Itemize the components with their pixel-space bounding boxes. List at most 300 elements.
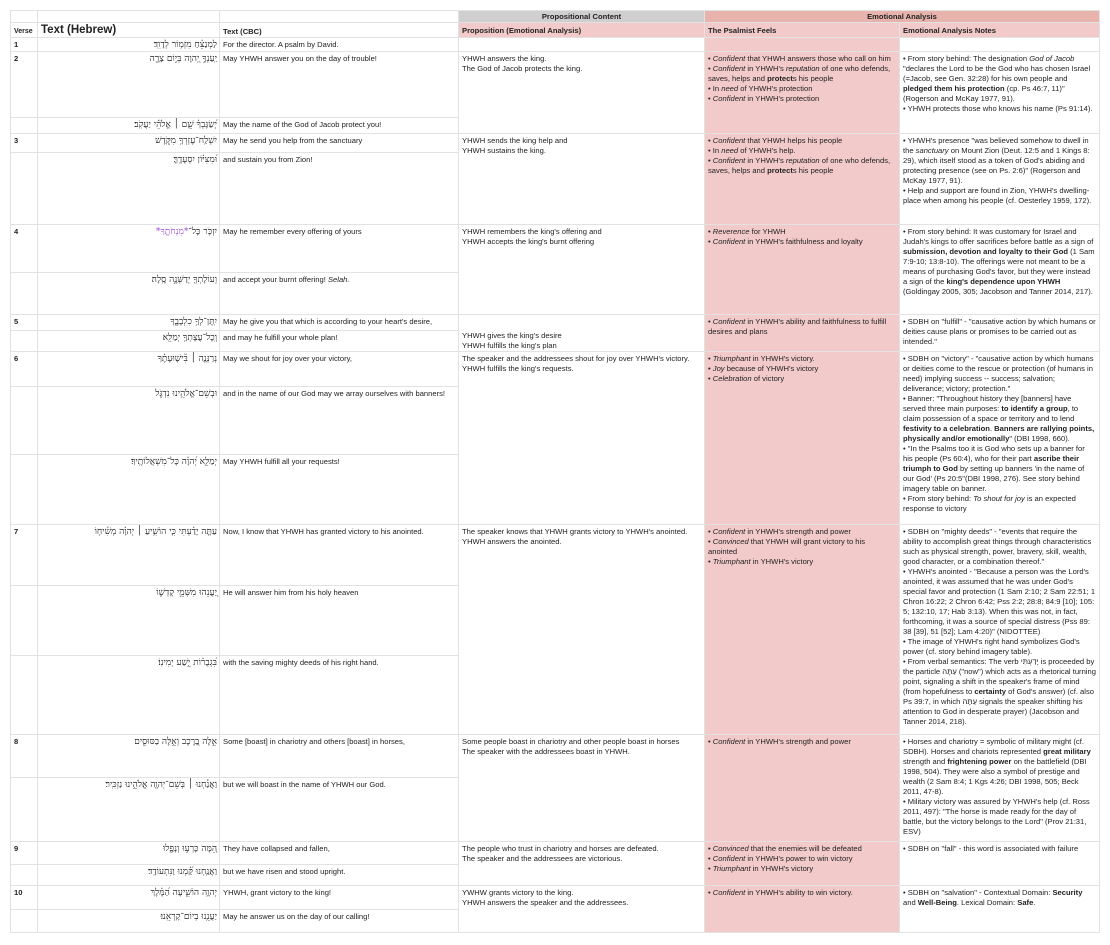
hebrew-text: וְֽכָל־עֲצָתְךָ֥ יְמַלֵּֽא׃ [162, 333, 217, 343]
bullet-line [708, 317, 896, 337]
bullet-line [708, 237, 896, 247]
text-run: of victory [751, 374, 785, 384]
italic-text: Confident [712, 737, 746, 746]
bullet-line [708, 374, 896, 384]
verse-number-cell[interactable]: 1 [10, 38, 38, 52]
hebrew-text: יַ֭עֲנֵהוּ מִשְּׁמֵ֣י קָדְשׁ֑וֹ [156, 588, 217, 598]
proposition-cell[interactable] [459, 225, 705, 315]
text-run: , to claim possession of a space or territory and to lend [903, 404, 1079, 424]
verse-number-cell[interactable] [10, 331, 38, 352]
verse-number-cell[interactable] [10, 778, 38, 842]
proposition-line: YHWH answers the king. [462, 54, 547, 63]
hebrew-text-cell[interactable] [38, 886, 220, 910]
text-run: • Help and support are found in Zion, YHWH's dwelling-place when among his people (cf. Oesterley 1959, 172). [903, 186, 1092, 206]
italic-text: Confident [712, 237, 746, 247]
italic-text: God of Jacob [1029, 54, 1075, 63]
verse-number-cell[interactable] [10, 656, 38, 735]
psalmist-feels-cell[interactable] [705, 315, 900, 352]
hebrew-text: וַאֲנַ֓חְנוּ ׀ בְּשֵׁם־יְהוָ֖ה אֱלֹהֵ֣ינוּ נַזְכִּֽיר׃ [105, 780, 217, 790]
proposition-line: The speaker and the addressees shout for joy over YHWH's victory. [462, 354, 690, 363]
italic-text: Confident [712, 317, 746, 326]
hebrew-text-cell[interactable] [38, 52, 220, 118]
bullet-line [708, 227, 896, 237]
cbc-text-cell[interactable] [220, 735, 459, 778]
text-run: • [708, 354, 713, 363]
hebrew-text-cell[interactable] [38, 315, 220, 331]
cbc-text: and accept your burnt offering! [223, 275, 328, 284]
cbc-text-cell[interactable] [220, 778, 459, 842]
text-run: of God's answer) (cf. also Ps 39:7, in which עַתָּה signals the speaker shifting his attention to God in desperate prayer) (Jacobson and Tanner 2014, 218). [903, 687, 1094, 727]
bullet-line [903, 317, 1096, 347]
verse-number-cell[interactable]: 10 [10, 886, 38, 910]
bullet-line [903, 567, 1096, 637]
text-run: of YHWH's help. [738, 146, 796, 156]
text-run: • [708, 844, 713, 853]
text-run: strength and [903, 757, 948, 767]
verse-number-cell[interactable]: 6 [10, 352, 38, 387]
bold-text: pledged them his protection [903, 84, 1005, 94]
bold-text: king's dependence upon YHWH [946, 277, 1061, 287]
proposition-cell[interactable] [459, 315, 705, 352]
bullet-line [903, 494, 1096, 514]
italic-text: Convinced [712, 844, 749, 853]
text-run: • In [708, 146, 722, 156]
italic-text: Confident [712, 64, 746, 74]
hebrew-text: יְהוָ֥ה הוֹשִׁ֑יעָה הַ֝מֶּ֗לֶךְ [150, 888, 217, 898]
text-run: in YHWH's faithfulness and loyalty [745, 237, 863, 247]
text-run: • From story behind: The designation [903, 54, 1030, 63]
cbc-text-cell[interactable] [220, 656, 459, 735]
hebrew-text: אֵ֣לֶּה בָ֭רֶכֶב וְאֵ֣לֶּה בַסּוּסִ֑ים [134, 737, 217, 747]
proposition-cell[interactable] [459, 134, 705, 225]
text-run: • YHWH's anointed - "Because a person was the Lord's anointed, it was assumed that he was under God's special favor and protection (1 Sam 2:10; 2 Sam 22:51; 1 Chron 16:22; 2 Chron 6:42; Pss 2:2; 28:8; 84:9 [10]; 105: 5; 132:10, 17; Hab 3:13). When this was not, in fact, forthcoming, it was a source of special distress (Pss 89: 38 [39], 51 [52]; Lam 4:20)" (NIDOTTEE) [903, 567, 1096, 637]
bullet-line [708, 527, 896, 537]
text-run: (cp. Ps 46:7, 11)" (Rogerson and McKay 1977, 91). [903, 84, 1065, 104]
proposition-line: YHWH fulfills the king's requests. [462, 364, 574, 374]
italic-text: Confident [712, 54, 746, 63]
hebrew-marked-word: *מִנְחֹתֶ֑ךָ* [155, 227, 189, 237]
proposition-line: YHWH sustains the king. [462, 146, 546, 156]
hebrew-text: בִּ֝גְבֻר֗וֹת יֵ֣שַׁע יְמִינֽוֹ׃ [158, 658, 217, 668]
psalmist-feels-cell[interactable] [705, 38, 900, 52]
proposition-line: YHWH remembers the king's offering and [462, 227, 602, 236]
text-run: • SDBH on "fulfill" - "causative action by which humans or deities cause plans or promises to be carried out as intended." [903, 317, 1096, 347]
bullet-line [903, 186, 1096, 206]
hebrew-text: יִֽתֶּן־לְךָ֥ כִלְבָבֶ֑ךָ [170, 317, 217, 327]
verse-number-cell[interactable]: 5 [10, 315, 38, 331]
hebrew-text: וּבְשֵׁם־אֱלֹהֵ֥ינוּ נִדְגֹּ֑ל [155, 389, 217, 399]
bold-text: ascribe their triumph to God [903, 454, 1080, 474]
hebrew-text-cell[interactable] [38, 134, 220, 153]
text-run: of one who defends, saves, helps and [708, 156, 891, 176]
text-run: . [989, 424, 995, 434]
bold-text: to identify a group [1001, 404, 1068, 414]
text-run: • [708, 317, 713, 326]
text-run: that YHWH answers those who call on him [745, 54, 891, 63]
cbc-text-cell[interactable] [220, 842, 459, 865]
cbc-text-cell[interactable] [220, 525, 459, 586]
proposition-cell[interactable] [459, 352, 705, 525]
text-run: (Goldingay 2005, 305; Jacobson and Tanner 2014, 217). [903, 287, 1093, 297]
text-run: and [903, 898, 918, 908]
proposition-line: The speaker and the addressees are victorious. [462, 854, 623, 864]
bullet-line [903, 797, 1096, 837]
text-run: • [708, 374, 713, 384]
text-run: • [708, 864, 713, 874]
column-header-notes[interactable]: Emotional Analysis Notes [900, 23, 1100, 38]
text-run: • Horses and chariotry = symbolic of military might (cf. SDBH). Horses and chariots represented [903, 737, 1084, 757]
bold-text: festivity to a celebration [903, 424, 990, 434]
hebrew-text-cell[interactable] [38, 910, 220, 933]
bold-text: great military [1043, 747, 1091, 757]
verse-number-cell[interactable] [10, 910, 38, 933]
hebrew-text: עַתָּ֤ה יָדַ֗עְתִּי כִּ֤י הוֹשִׁ֥יעַ ׀ יְהוָ֗ה מְשִׁ֫יח֥וֹ [94, 527, 217, 537]
bold-text: Security [1052, 888, 1083, 897]
bullet-line [708, 864, 896, 874]
bullet-line [708, 84, 896, 94]
proposition-cell[interactable] [459, 842, 705, 886]
italic-text: Triumphant [712, 557, 751, 567]
hebrew-text: יַעֲנֵ֥נוּ בְיוֹם־קָרְאֵֽנוּ׃ [160, 912, 217, 922]
hebrew-text-cell[interactable] [38, 865, 220, 886]
analysis-notes-cell[interactable] [900, 352, 1100, 525]
hebrew-text: וְעוֹלָתְךָ֖ יְדַשְּׁנֶ֣ה סֶֽלָה׃ [151, 275, 217, 285]
proposition-cell[interactable] [459, 735, 705, 842]
bullet-line [708, 364, 896, 374]
bold-text: protect [767, 74, 793, 84]
proposition-line: YHWH answers the speaker and the addressees. [462, 898, 629, 908]
cbc-text: and sustain you from Zion! [223, 155, 313, 164]
analysis-notes-cell[interactable] [900, 525, 1100, 735]
italic-text: need [721, 84, 739, 94]
column-header-cbc[interactable]: Text (CBC) [220, 23, 459, 38]
italic-text: Confident [712, 136, 746, 145]
cbc-text: May the name of the God of Jacob protect you! [223, 120, 382, 129]
cbc-text-cell[interactable] [220, 331, 459, 352]
hebrew-text-cell[interactable] [38, 225, 220, 273]
text-run: in YHWH's victory [750, 557, 814, 567]
proposition-line: The God of Jacob protects the king. [462, 64, 583, 74]
group-header-propositional[interactable]: Propositional Content [459, 10, 705, 23]
hebrew-text: יַֽעַנְךָ֣ יְ֭הוָה בְּי֣וֹם צָרָ֑ה [149, 54, 217, 64]
psalmist-feels-cell[interactable] [705, 52, 900, 134]
text-run: in YHWH's victory. [750, 354, 815, 363]
hebrew-text: יִזְכֹּ֥ר כָּל־ [188, 227, 217, 237]
verse-number-cell[interactable]: 7 [10, 525, 38, 586]
cbc-text-cell[interactable] [220, 865, 459, 886]
text-run: on Mount Zion (Deut. 12:5 and 1 Kings 8: 29), which itself stood as a token of God's abiding and protecting presence (see on Ps. 2:6)" (Rogerson and McKay 1977, 91). [903, 146, 1090, 186]
hebrew-text-cell[interactable] [38, 778, 220, 842]
hebrew-text-cell[interactable] [38, 352, 220, 387]
column-header-proposition[interactable]: Proposition (Emotional Analysis) [459, 23, 705, 38]
proposition-line: The speaker with the addressees boast in YHWH. [462, 747, 630, 757]
hebrew-text-cell[interactable] [38, 656, 220, 735]
italic-text: To shout for joy [973, 494, 1025, 504]
hebrew-text-cell[interactable] [38, 735, 220, 778]
header-empty-verse[interactable] [10, 10, 38, 23]
psalmist-feels-cell[interactable] [705, 525, 900, 735]
verse-number-cell[interactable] [10, 586, 38, 656]
italic-text: Reverence [712, 227, 750, 236]
italic-text: sanctuary [915, 146, 949, 156]
text-run: that YHWH will grant victory to his anointed [708, 537, 866, 557]
cbc-text: Now, I know that YHWH has granted victory to his anointed. [223, 527, 424, 536]
psalmist-feels-cell[interactable] [705, 225, 900, 315]
analysis-notes-cell[interactable] [900, 886, 1100, 933]
bold-text: submission, devotion and loyalty to their God [903, 247, 1068, 257]
analysis-notes-cell[interactable] [900, 315, 1100, 352]
cbc-text-cell[interactable] [220, 886, 459, 910]
text-run: in YHWH's victory [750, 864, 814, 874]
bullet-line [708, 537, 896, 557]
cbc-text: but we will boast in the name of YHWH our God. [223, 780, 386, 789]
verse-number-cell[interactable]: 3 [10, 134, 38, 153]
hebrew-text: וּ֝מִצִּיּ֗וֹן יִסְעָדֶֽךָּ׃ [173, 155, 217, 165]
bullet-line [903, 54, 1096, 104]
cbc-text: May YHWH answer you on the day of trouble! [223, 54, 377, 63]
psalmist-feels-cell[interactable] [705, 842, 900, 886]
hebrew-text-cell[interactable] [38, 387, 220, 455]
text-run: in YHWH's power to win victory [745, 854, 853, 864]
cbc-text-cell[interactable] [220, 910, 459, 933]
bullet-line [708, 354, 896, 364]
cbc-text: and may he fulfill your whole plan! [223, 333, 338, 342]
text-run: that YHWH helps his people [745, 136, 843, 145]
hebrew-text-cell[interactable] [38, 273, 220, 315]
analysis-notes-cell[interactable] [900, 52, 1100, 134]
text-run: • SDBH on "mighty deeds" - "events that require the ability to accomplish great things through characteristics such as physical strength, power, bravery, skill, wealth, good character, or a combination thereof." [903, 527, 1092, 567]
text-run: • From story behind: It was customary for Israel and Judah's kings to offer sacrifices before battle as a sign of [903, 227, 1094, 247]
cbc-text-italic: Selah. [327, 275, 350, 284]
text-run: in YHWH's [745, 64, 786, 74]
cbc-text-cell[interactable] [220, 52, 459, 118]
text-run: • SDBH on "salvation" - Contextual Domain: [903, 888, 1053, 897]
text-run: . [1033, 898, 1036, 908]
proposition-line: YHWH sends the king help and [462, 136, 568, 145]
verse-number-cell[interactable] [10, 455, 38, 525]
text-run: • In [708, 84, 722, 94]
hebrew-text-cell[interactable] [38, 118, 220, 134]
hebrew-text: נְרַנְּנָ֤ה ׀ בִּ֘ישׁ֤וּעָתֶ֗ךָ [157, 354, 217, 364]
verse-number-cell[interactable] [10, 153, 38, 225]
hebrew-text: יְמַלֵּ֥א יְ֝הוָ֗ה כָּל־מִשְׁאֲלוֹתֶֽיךָ׃ [131, 457, 217, 467]
text-run: • [708, 888, 713, 897]
text-run: in YHWH's ability to win victory. [745, 888, 853, 897]
text-run: • SDBH on "fall" - this word is associated with failure [903, 844, 1079, 853]
cbc-text: May YHWH fulfill all your requests! [223, 457, 340, 466]
verse-number-cell[interactable] [10, 273, 38, 315]
bullet-line [903, 888, 1096, 908]
text-run: • [708, 64, 713, 74]
header-empty-cbc[interactable] [220, 10, 459, 23]
text-run: • [708, 156, 713, 166]
text-run: • [708, 136, 713, 145]
bold-text: Safe [1017, 898, 1034, 908]
bullet-line [903, 527, 1096, 567]
cbc-text-cell[interactable] [220, 273, 459, 315]
hebrew-text: לַמְנַצֵּ֗חַ מִזְמ֥וֹר לְדָוִֽד׃ [153, 40, 217, 50]
text-run: • From story behind: [903, 494, 974, 504]
bullet-line [708, 136, 896, 146]
hebrew-text-cell[interactable] [38, 38, 220, 52]
italic-text: Joy [712, 364, 725, 374]
italic-text: Confident [712, 94, 746, 104]
text-run: in YHWH's protection [745, 94, 820, 104]
text-run: of one who defends, saves, helps and [708, 64, 891, 84]
proposition-cell[interactable] [459, 886, 705, 933]
verse-number-cell[interactable] [10, 118, 38, 134]
text-run: s his people [792, 166, 834, 176]
proposition-line: YHWH accepts the king's burnt offering [462, 237, 595, 247]
italic-text: reputation [785, 156, 820, 166]
psalmist-feels-cell[interactable] [705, 134, 900, 225]
analysis-notes-cell[interactable] [900, 225, 1100, 315]
cbc-text-cell[interactable] [220, 315, 459, 331]
cbc-text: They have collapsed and fallen, [223, 844, 330, 853]
text-run: • The image of YHWH's right hand symbolizes God's power (cf. story behind imagery table). [903, 637, 1080, 657]
analysis-notes-cell[interactable] [900, 735, 1100, 842]
text-run: • [708, 227, 713, 236]
proposition-line: YHWH answers the anointed. [462, 537, 562, 547]
bullet-line [708, 854, 896, 864]
verse-number-cell[interactable]: 4 [10, 225, 38, 273]
cbc-text: with the saving mighty deeds of his right hand. [223, 658, 379, 667]
text-run: because of YHWH's victory [724, 364, 819, 374]
cbc-text: May he send you help from the sanctuary [223, 136, 363, 145]
hebrew-text-cell[interactable] [38, 525, 220, 586]
cbc-text-cell[interactable] [220, 387, 459, 455]
bold-text: Banners are rallying points, physically and/or emotionally [903, 424, 1095, 444]
bullet-line [903, 844, 1096, 854]
bullet-line [903, 394, 1096, 444]
bullet-line [903, 227, 1096, 297]
bullet-line [708, 156, 896, 176]
hebrew-text-cell[interactable] [38, 331, 220, 352]
text-run: s his people [792, 74, 834, 84]
text-run: • [708, 364, 713, 374]
psalmist-feels-cell[interactable] [705, 886, 900, 933]
bullet-line [708, 146, 896, 156]
cbc-text-cell[interactable] [220, 455, 459, 525]
header-empty-hebrew[interactable] [38, 10, 220, 23]
bold-text: protect [767, 166, 793, 176]
cbc-text-cell[interactable] [220, 38, 459, 52]
analysis-notes-cell[interactable] [900, 134, 1100, 225]
text-run: • [708, 537, 713, 547]
text-run: • [708, 54, 713, 63]
proposition-cell[interactable] [459, 52, 705, 134]
bullet-line [903, 136, 1096, 186]
hebrew-text-cell[interactable] [38, 455, 220, 525]
cbc-text-cell[interactable] [220, 352, 459, 387]
italic-text: Celebration [712, 374, 752, 384]
column-header-hebrew[interactable]: Text (Hebrew) [38, 23, 220, 38]
proposition-line: The people who trust in chariotry and horses are defeated. [462, 844, 659, 853]
text-run: • YHWH's presence "was believed somehow to dwell in the [903, 136, 1089, 156]
text-run: • [708, 527, 713, 536]
italic-text: Triumphant [712, 864, 751, 874]
cbc-text-cell[interactable] [220, 153, 459, 225]
text-run: " (DBI 1998, 660). [1009, 434, 1070, 444]
bullet-line [708, 888, 896, 898]
proposition-cell[interactable] [459, 38, 705, 52]
verse-number-cell[interactable]: 2 [10, 52, 38, 118]
hebrew-text: הֵ֭מָּה כָּרְע֣וּ וְנָפָ֑לוּ [162, 844, 217, 854]
verse-number-cell[interactable] [10, 387, 38, 455]
italic-text: Confident [712, 888, 746, 897]
bullet-line [708, 557, 896, 567]
italic-text: reputation [785, 64, 820, 74]
text-run: • [708, 854, 713, 864]
psalmist-feels-cell[interactable] [705, 735, 900, 842]
column-header-verse[interactable]: Verse [10, 23, 38, 38]
proposition-line: YWHW grants victory to the king. [462, 888, 574, 897]
bold-text: frightening power [947, 757, 1012, 767]
hebrew-text: יְ֝שַׂגֶּבְךָ֗ שֵׁ֤ם ׀ אֱלֹהֵ֬י יַעֲקֹֽב׃ [134, 120, 217, 130]
bullet-line [903, 444, 1096, 494]
hebrew-text-cell[interactable] [38, 153, 220, 225]
cbc-text-cell[interactable] [220, 225, 459, 273]
proposition-cell[interactable] [459, 525, 705, 735]
cbc-text: May he give you that which is according to your heart's desire, [223, 317, 433, 326]
text-run: • [708, 237, 713, 247]
cbc-text: YHWH, grant victory to the king! [223, 888, 332, 897]
cbc-text: Some [boast] in chariotry and others [boast] in horses, [223, 737, 405, 746]
bullet-line [903, 737, 1096, 797]
text-run: • [708, 737, 713, 746]
bullet-line [903, 657, 1096, 727]
bullet-line [708, 844, 896, 854]
italic-text: Confident [712, 527, 746, 536]
cbc-text: and in the name of our God may we array ourselves with banners! [223, 389, 446, 398]
verse-number-cell[interactable]: 8 [10, 735, 38, 778]
hebrew-text: יִשְׁלַֽח־עֶזְרְךָ֥ מִקֹּ֑דֶשׁ [155, 136, 217, 146]
italic-text: Convinced [712, 537, 749, 547]
text-run: that the enemies will be defeated [748, 844, 862, 853]
proposition-line: YHWH gives the king's desire [462, 331, 562, 340]
hebrew-text-cell[interactable] [38, 586, 220, 656]
cbc-text: He will answer him from his holy heaven [223, 588, 359, 597]
verse-number-cell[interactable]: 9 [10, 842, 38, 865]
text-run: in YHWH's strength and power [745, 527, 851, 536]
bullet-line [903, 354, 1096, 394]
bullet-line [708, 94, 896, 104]
bullet-line [708, 64, 896, 84]
text-run: by setting up banners 'in the name of our God' (Ps 20:5"(DBI 1998, 276). See story behind imagery table on banner. [903, 464, 1085, 494]
text-run: • [708, 94, 713, 104]
bold-text: certainty [974, 687, 1006, 697]
cbc-text: but we have risen and stood upright. [223, 867, 346, 876]
analysis-notes-cell[interactable] [900, 842, 1100, 886]
analysis-notes-cell[interactable] [900, 38, 1100, 52]
text-run: • [708, 557, 713, 567]
text-run: for YHWH [749, 227, 786, 236]
cbc-text-cell[interactable] [220, 118, 459, 134]
bullet-line [903, 637, 1096, 657]
psalmist-feels-cell[interactable] [705, 352, 900, 525]
text-run: • Military victory was assured by YHWH's help (cf. Ross 2011, 497): "The horse is made ready for the day of battle, but the victory belongs to the Lord" (Prov 21:31, ESV) [903, 797, 1090, 837]
hebrew-text-cell[interactable] [38, 842, 220, 865]
text-run: • YHWH protects those who knows his name (Ps 91:14). [903, 104, 1093, 114]
bullet-line [903, 104, 1096, 114]
cbc-text-cell[interactable] [220, 586, 459, 656]
cbc-text-cell[interactable] [220, 134, 459, 153]
cbc-text: May we shout for joy over your victory, [223, 354, 352, 363]
column-header-feels[interactable]: The Psalmist Feels [705, 23, 900, 38]
proposition-line: The speaker knows that YHWH grants victory to YHWH's anointed. [462, 527, 688, 536]
verse-number-cell[interactable] [10, 865, 38, 886]
group-header-emotional[interactable]: Emotional Analysis [705, 10, 1100, 23]
